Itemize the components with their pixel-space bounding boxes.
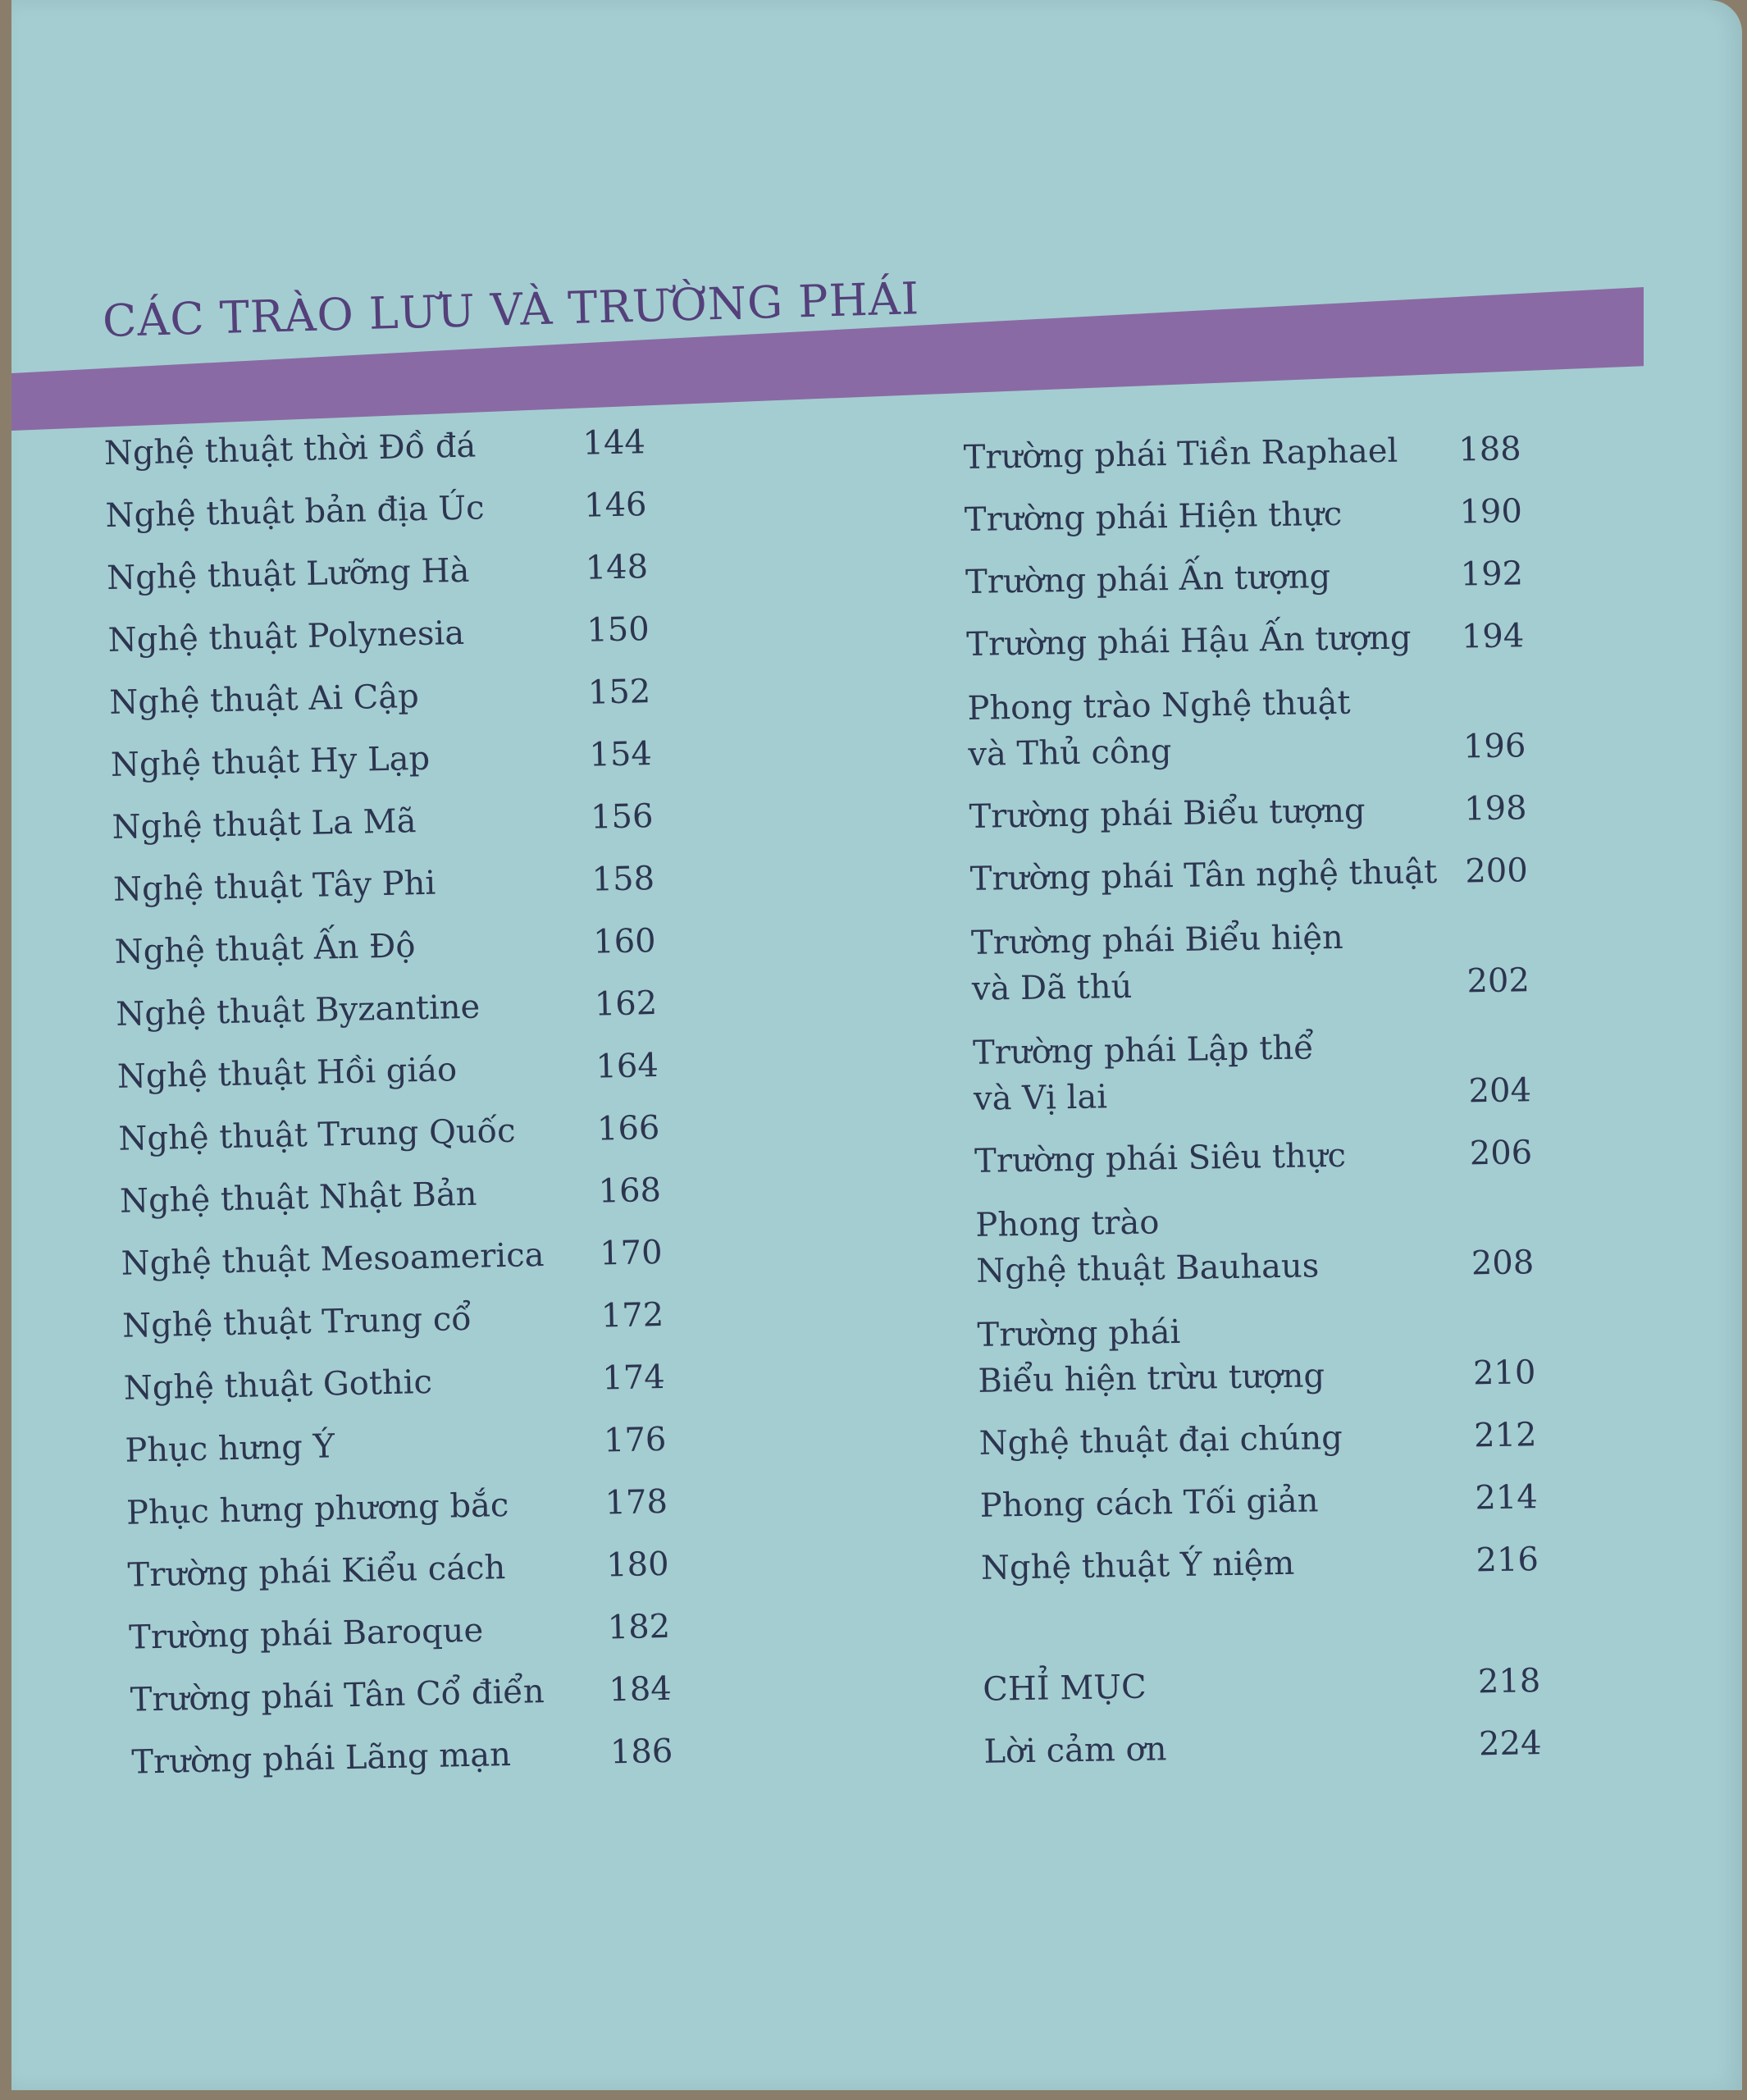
toc-entry-title: Nghệ thuật Ý niệm xyxy=(980,1544,1295,1587)
toc-entry-title: Nghệ thuật Lưỡng Hà xyxy=(106,551,470,597)
toc-entry xyxy=(969,831,1528,902)
toc-entry-page-number: 160 xyxy=(592,922,657,961)
toc-entry-title: Phong trào Nghệ thuật Bauhaus xyxy=(975,1203,1320,1290)
toc-entry-title: Trường phái Tân nghệ thuật xyxy=(969,852,1438,898)
toc-entry xyxy=(979,1458,1538,1529)
toc-entry xyxy=(128,1587,670,1661)
toc-entry-title: Nghệ thuật La Mã xyxy=(112,802,417,847)
toc-entry xyxy=(980,1520,1539,1591)
toc-entry-title: Phong cách Tối giản xyxy=(979,1481,1319,1525)
toc-entry-page-number: 162 xyxy=(594,984,658,1024)
toc-entry-title: Phục hưng phương bắc xyxy=(125,1486,509,1532)
toc-entry-page-number: 208 xyxy=(1471,1244,1535,1283)
toc-entry xyxy=(966,596,1525,668)
toc-entry-page-number: 170 xyxy=(599,1233,664,1273)
toc-entry-page-number: 216 xyxy=(1476,1541,1539,1580)
toc-entry xyxy=(103,403,645,477)
toc-entry-title: Trường phái Lập thể và Vị lai xyxy=(972,1029,1315,1118)
toc-entry xyxy=(105,465,647,539)
toc-entry-title: Trường phái Tân Cổ điển xyxy=(130,1673,545,1719)
toc-entry-title: Nghệ thuật Trung Quốc xyxy=(118,1112,516,1158)
toc-entry-page-number: 168 xyxy=(598,1171,662,1211)
toc-entry-title: Phục hưng Ý xyxy=(124,1427,335,1470)
toc-entry-page-number: 152 xyxy=(587,673,651,712)
toc-entry-page-number: 158 xyxy=(591,860,655,899)
toc-entry-title: Trường phái Kiểu cách xyxy=(127,1549,506,1595)
toc-entry xyxy=(121,1213,663,1287)
toc-entry-page-number: 202 xyxy=(1466,961,1530,1001)
toc-entry xyxy=(963,409,1521,481)
toc-entry-title: CHỈ MỤC xyxy=(982,1668,1147,1709)
toc-entry-page-number: 204 xyxy=(1468,1071,1532,1111)
toc-entry-page-number: 172 xyxy=(600,1295,664,1335)
toc-entry-title: Trường phái Siêu thực xyxy=(974,1136,1347,1180)
toc-entry xyxy=(108,652,650,726)
toc-entry-page-number: 184 xyxy=(608,1669,673,1710)
toc-entry-page-number: 190 xyxy=(1459,492,1523,532)
toc-entry xyxy=(964,472,1522,543)
toc-entry-page-number: 176 xyxy=(603,1420,667,1460)
toc-entry xyxy=(972,1003,1531,1122)
toc-entry-page-number: 144 xyxy=(582,423,646,463)
toc-entry-page-number: 186 xyxy=(609,1732,673,1772)
toc-entry-page-number: 196 xyxy=(1462,727,1526,766)
toc-entry-title: Nghệ thuật Hồi giáo xyxy=(116,1051,458,1096)
toc-entry xyxy=(967,659,1526,778)
toc-entry xyxy=(118,1089,660,1162)
toc-entry-page-number: 182 xyxy=(607,1607,671,1647)
toc-entry xyxy=(124,1400,666,1474)
toc-entry xyxy=(983,1641,1541,1713)
toc-entry-page-number: 178 xyxy=(604,1482,668,1522)
toc-entry-title: Lời cảm ơn xyxy=(983,1730,1167,1771)
toc-entry-title: Trường phái Lãng mạn xyxy=(130,1735,512,1782)
toc-entry-title: Nghệ thuật bản địa Úc xyxy=(105,489,485,535)
toc-entry-title: Trường phái Baroque xyxy=(128,1611,484,1657)
toc-entry-page-number: 194 xyxy=(1461,617,1525,656)
toc-entry-title: Nghệ thuật Byzantine xyxy=(115,988,481,1034)
toc-entry xyxy=(106,527,648,601)
toc-entry-title: Nghệ thuật đại chúng xyxy=(978,1418,1343,1463)
toc-entry xyxy=(112,777,654,851)
toc-entry-page-number: 174 xyxy=(601,1358,666,1398)
toc-entry-title: Nghệ thuật Gothic xyxy=(123,1363,433,1408)
toc-entry-page-number: 164 xyxy=(595,1047,659,1086)
toc-entry xyxy=(977,1285,1536,1404)
toc-entry-title: Nghệ thuật Polynesia xyxy=(107,614,465,660)
toc-entry-title: Trường phái Biểu hiện và Dã thú xyxy=(970,918,1344,1008)
toc-entry-page-number: 212 xyxy=(1473,1416,1537,1455)
toc-entry xyxy=(965,534,1523,605)
toc-entry-page-number: 198 xyxy=(1463,789,1527,829)
toc-entry-page-number: 148 xyxy=(585,548,649,587)
toc-entry-page-number: 188 xyxy=(1457,430,1522,469)
toc-entry-title: Trường phái Tiền Raphael xyxy=(963,431,1398,477)
toc-entry-page-number: 180 xyxy=(605,1545,669,1585)
toc-entry-title: Nghệ thuật Trung cổ xyxy=(121,1299,472,1345)
toc-entry-page-number: 218 xyxy=(1477,1662,1541,1701)
toc-entry-page-number: 192 xyxy=(1460,555,1524,594)
toc-entry-title: Nghệ thuật thời Đồ đá xyxy=(103,427,477,472)
toc-entry-page-number: 150 xyxy=(586,610,650,650)
toc-entry xyxy=(130,1650,672,1723)
toc-entry-title: Phong trào Nghệ thuật và Thủ công xyxy=(967,683,1351,774)
toc-entry-title: Nghệ thuật Ấn Độ xyxy=(114,927,416,971)
toc-entry xyxy=(127,1525,669,1599)
toc-entry-page-number: 166 xyxy=(596,1108,660,1148)
toc-entry xyxy=(975,1176,1535,1294)
toc-entry-title: Trường phái Biểu tượng xyxy=(969,792,1366,836)
toc-entry xyxy=(969,769,1527,840)
toc-entry-page-number: 146 xyxy=(583,486,647,525)
toc-right-column xyxy=(963,409,1542,1774)
toc-entry xyxy=(107,590,650,664)
toc-entry-page-number: 224 xyxy=(1478,1724,1542,1764)
toc-entry-page-number: 206 xyxy=(1469,1134,1533,1173)
toc-entry xyxy=(119,1151,661,1225)
toc-entry xyxy=(110,714,652,788)
toc-entry xyxy=(116,1026,659,1100)
toc-entry xyxy=(112,839,655,913)
toc-entry-page-number: 200 xyxy=(1465,851,1529,891)
toc-entry xyxy=(121,1276,664,1349)
toc-left-column xyxy=(103,403,673,1785)
toc-entry-page-number: 156 xyxy=(590,797,654,837)
toc-entry-page-number: 210 xyxy=(1472,1354,1536,1393)
toc-entry xyxy=(114,902,656,975)
toc-entry-title: Trường phái Hiện thực xyxy=(964,495,1343,539)
toc-entry-title: Nghệ thuật Mesoamerica xyxy=(121,1235,545,1283)
toc-entry-title: Trường phái Biểu hiện trừu tượng xyxy=(977,1312,1325,1400)
toc-entry-title: Trường phái Ấn tượng xyxy=(965,557,1331,601)
toc-entry-page-number: 214 xyxy=(1475,1478,1539,1518)
toc-entry-title: Nghệ thuật Ai Cập xyxy=(108,678,420,722)
toc-entry-title: Nghệ thuật Nhật Bản xyxy=(119,1175,477,1221)
toc-entry-title: Nghệ thuật Hy Lạp xyxy=(110,739,431,784)
toc-entry xyxy=(125,1463,668,1536)
toc-entry xyxy=(130,1712,673,1786)
section-title: CÁC TRÀO LƯU VÀ TRƯỜNG PHÁI xyxy=(102,272,920,347)
toc-entry-title: Trường phái Hậu Ấn tượng xyxy=(965,619,1412,664)
toc-entry xyxy=(115,964,657,1038)
toc-entry-page-number: 154 xyxy=(588,735,653,774)
toc-entry-title: Nghệ thuật Tây Phi xyxy=(112,864,436,909)
toc-entry xyxy=(983,1704,1542,1775)
toc-entry xyxy=(974,1113,1532,1185)
toc-entry xyxy=(123,1338,665,1412)
book-page xyxy=(11,0,1742,2090)
toc-entry xyxy=(978,1395,1537,1467)
toc-entry xyxy=(970,893,1530,1012)
